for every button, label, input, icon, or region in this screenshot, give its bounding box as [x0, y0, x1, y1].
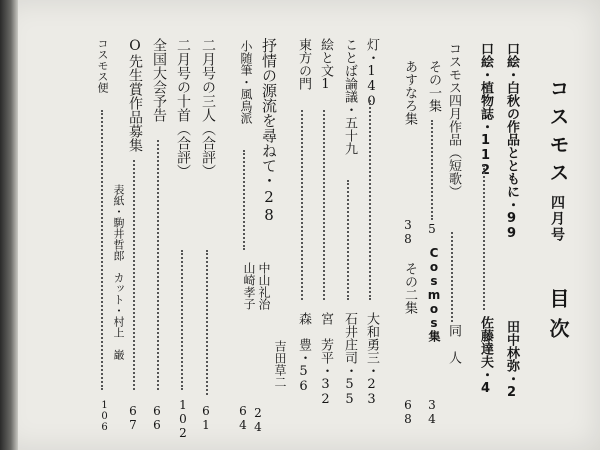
dot-leader	[101, 110, 103, 390]
entry-cosmos-page: 34	[425, 398, 439, 426]
entry-nigatsu-sannin: 二月号の三人（合評）	[200, 38, 216, 178]
entry-jojou-author-yoshida: 吉田草二	[273, 340, 287, 388]
entry-shozuihitsu-page: 64	[236, 404, 250, 432]
magazine-title: コスモス	[546, 78, 570, 190]
dot-leader	[347, 180, 349, 300]
dot-leader	[323, 110, 325, 300]
dot-leader	[431, 120, 433, 220]
entry-april-works: コスモス四月作品（短歌）	[446, 42, 461, 198]
entry-nigatsu-sannin-page: 61	[199, 404, 213, 432]
entry-e-to-bun: 絵と文1	[318, 38, 333, 92]
dot-leader	[157, 140, 159, 390]
entry-tou-author: 大和勇三・23	[364, 312, 379, 407]
entry-jojou-author-nakayama: 中山礼治	[257, 262, 271, 310]
dot-leader	[451, 232, 453, 322]
entry-kuchie-hakushu-author: 田中林弥・2	[504, 320, 519, 400]
entry-nigatsu-jusyu: 二月号の十首（合評）	[175, 38, 191, 178]
entry-touhou-author: 森 豊・56	[296, 312, 311, 394]
entry-tou: 灯・140	[364, 38, 379, 109]
entry-jojou: 抒情の源流を尋ねて・28	[260, 38, 278, 224]
entry-cosmos-bin: コスモス便	[96, 38, 109, 93]
dot-leader	[483, 165, 485, 310]
entry-kotoba: ことば論議・五十九	[342, 38, 357, 155]
entry-kuchie-shokubutsu-author: 佐藤達夫・4	[478, 316, 493, 396]
entry-touhou: 東方の門	[296, 38, 311, 90]
entry-zenkoku: 全国大会予告	[151, 38, 167, 122]
entry-cosmos-shu: Cosmos集	[427, 246, 441, 342]
page-gutter-shadow	[0, 0, 18, 450]
entry-asunaro: あすなろ集	[402, 60, 417, 125]
entry-sono2: その二集	[402, 262, 417, 314]
entry-jojou-page: 24	[251, 406, 265, 434]
toc-heading: 目次	[546, 288, 570, 348]
entry-nigatsu-jusyu-page: 102	[176, 398, 190, 440]
entry-kuchie-hakushu: 口絵・白秋の作品とともに・99	[504, 42, 519, 241]
entry-jojou-author-yamazaki: 山崎孝子	[242, 262, 256, 310]
entry-osensei: O先生賞作品募集	[127, 38, 143, 152]
entry-zenkoku-page: 66	[150, 404, 164, 432]
dot-leader	[369, 100, 371, 300]
issue-label: 四月号	[549, 195, 565, 243]
entry-kotoba-author: 石井庄司・55	[342, 312, 357, 407]
cover-and-cut-credits: 表紙・駒井哲郎 カット・村上 巌	[112, 184, 125, 360]
dot-leader	[181, 250, 183, 390]
entry-sono2-page: 68	[401, 398, 415, 426]
dot-leader	[133, 160, 135, 390]
entry-sono1-page: 5	[425, 222, 439, 236]
dot-leader	[206, 250, 208, 395]
entry-kuchie-shokubutsu: 口絵・植物誌・112	[478, 42, 493, 178]
entry-shozuihitsu: 小随筆・風鳥派	[239, 40, 253, 124]
dot-leader	[301, 110, 303, 300]
dot-leader	[243, 150, 245, 250]
entry-e-to-bun-author: 宮 芳平・32	[318, 312, 333, 407]
entry-cosmos-bin-page: 106	[99, 400, 110, 433]
entry-asunaro-page: 38	[401, 218, 415, 246]
entry-sono1: その一集	[426, 60, 441, 112]
entry-doujin: 同人	[446, 324, 461, 378]
entry-osensei-page: 67	[126, 404, 140, 432]
